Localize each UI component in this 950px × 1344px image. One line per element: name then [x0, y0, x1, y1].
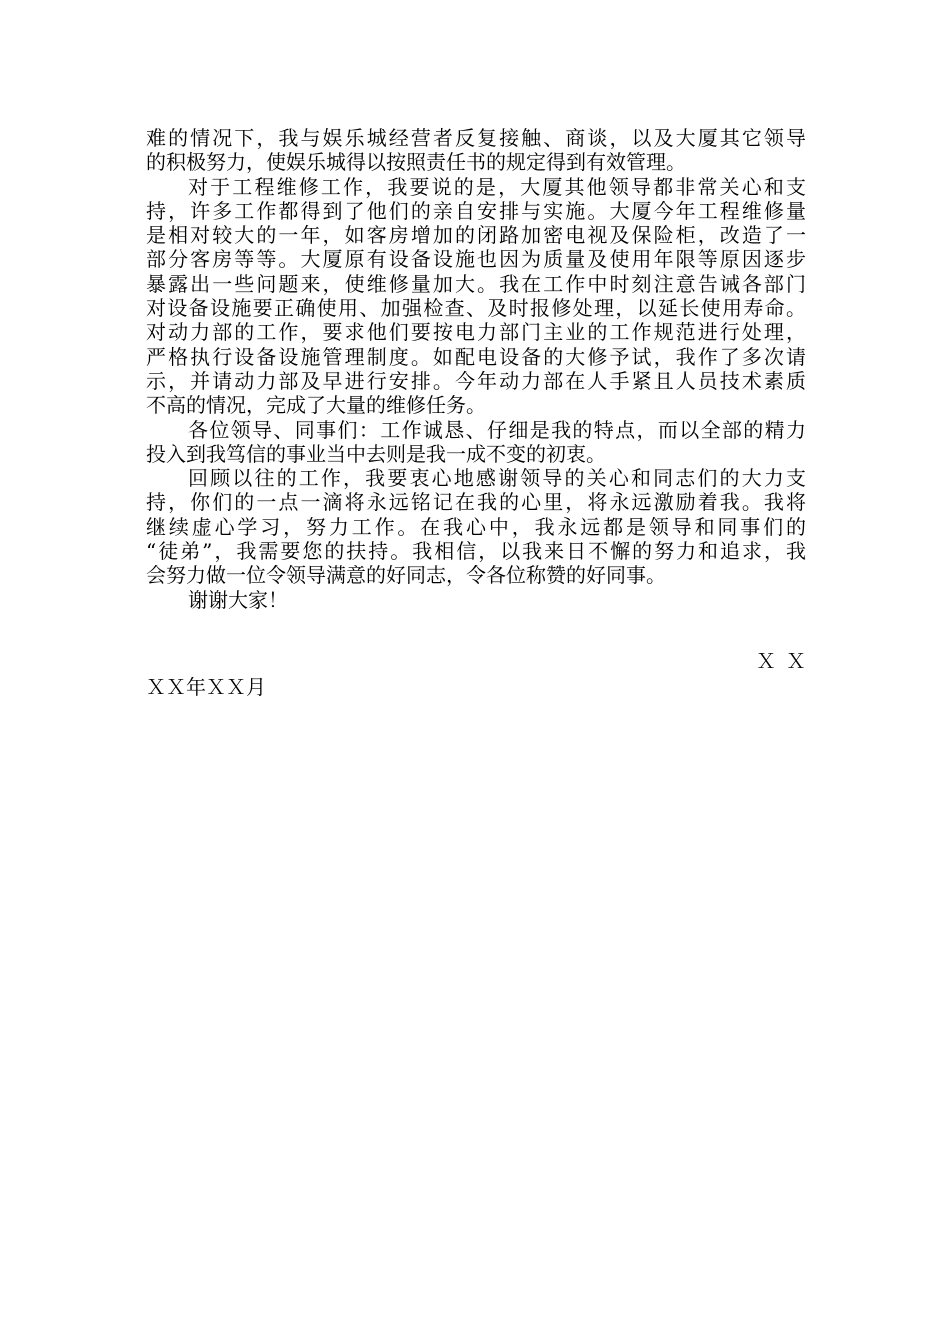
- text-line: 对动力部的工作，要求他们要按电力部门主业的工作规范进行处理，: [146, 320, 806, 345]
- text-line: 示，并请动力部及早进行安排。今年动力部在人手紧且人员技术素质: [146, 368, 806, 393]
- text-line: 对设备设施要正确使用、加强检查、及时报修处理，以延长使用寿命。: [146, 296, 806, 321]
- signature-name: ＸＸ: [756, 649, 816, 673]
- text-line: 持，你们的一点一滴将永远铭记在我的心里，将永远激励着我。我将: [146, 490, 806, 515]
- text-line: 会努力做一位令领导满意的好同志，令各位称赞的好同事。: [146, 563, 666, 588]
- text-line: 谢谢大家！: [188, 587, 288, 612]
- text-line: 暴露出一些问题来，使维修量加大。我在工作中时刻注意告诫各部门: [146, 271, 806, 296]
- text-line: 是相对较大的一年，如客房增加的闭路加密电视及保险柜，改造了一: [146, 223, 806, 248]
- text-line: 难的情况下，我与娱乐城经营者反复接触、商谈，以及大厦其它领导: [146, 126, 806, 150]
- text-line: 不高的情况，完成了大量的维修任务。: [146, 393, 486, 418]
- text-line: 回顾以往的工作，我要衷心地感谢领导的关心和同志们的大力支: [188, 466, 806, 491]
- signature-block: [146, 648, 816, 700]
- text-line: 继续虚心学习，努力工作。在我心中，我永远都是领导和同事们的: [146, 514, 806, 539]
- text-line: 对于工程维修工作，我要说的是，大厦其他领导都非常关心和支: [188, 174, 806, 199]
- text-line: 投入到我笃信的事业当中去则是我一成不变的初衷。: [146, 441, 606, 466]
- text-line: 严格执行设备设施管理制度。如配电设备的大修予试，我作了多次请: [146, 344, 806, 369]
- text-line: 持，许多工作都得到了他们的亲自安排与实施。大厦今年工程维修量: [146, 198, 806, 223]
- text-line: 各位领导、同事们：工作诚恳、仔细是我的特点，而以全部的精力: [188, 417, 806, 442]
- signature-date: ＸＸ年ＸＸ月: [146, 675, 266, 699]
- text-line: “徒弟”，我需要您的扶持。我相信，以我来日不懈的努力和追求，我: [146, 539, 806, 564]
- document-body: [146, 126, 806, 612]
- text-line: 的积极努力，使娱乐城得以按照责任书的规定得到有效管理。: [146, 150, 686, 175]
- text-line: 部分客房等等。大厦原有设备设施也因为质量及使用年限等原因逐步: [146, 247, 806, 272]
